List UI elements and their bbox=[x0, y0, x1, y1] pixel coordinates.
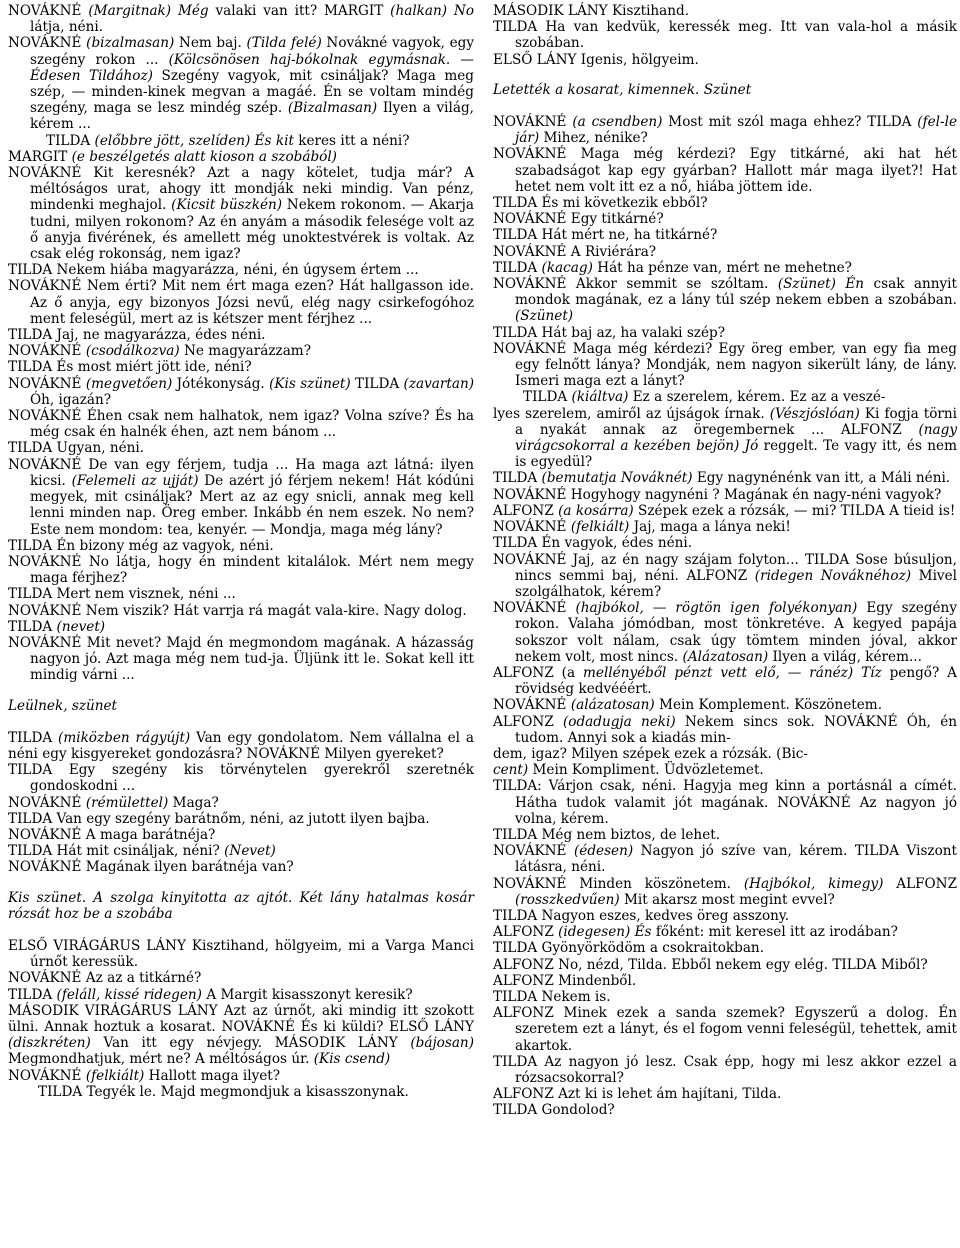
dialogue-line bbox=[8, 359, 474, 375]
dialogue-line bbox=[8, 408, 474, 440]
dialogue-line bbox=[493, 843, 957, 875]
dialogue-line bbox=[493, 762, 957, 778]
text-run: Ki fogja törni a nyakát annak az öregembernek ... ALFONZ bbox=[515, 405, 957, 438]
text-run: Ez a szerelem, kérem. Ez az a veszé- bbox=[628, 389, 886, 406]
text-run: dem, igaz? Milyen szépek ezek a rózsák. (Bic- bbox=[493, 745, 808, 762]
dialogue-line bbox=[8, 376, 474, 408]
dialogue-line bbox=[493, 52, 957, 68]
italic-text: (csodálkozva) bbox=[85, 343, 180, 360]
text-run: látja, néni. bbox=[30, 19, 104, 36]
text-run: A Margit kisasszonyt keresik? bbox=[202, 986, 413, 1003]
text-run: NOVÁKNÉ Kit keresnék? Azt a nagy kötelet, tudja már? A méltóságos urat, ahogy itt mondják neki mindig. Van pénz, mindenki meghajol. bbox=[8, 165, 474, 214]
dialogue-line bbox=[493, 1005, 957, 1054]
text-run: MARGIT bbox=[8, 148, 72, 165]
text-run: ELSŐ LÁNY Igenis, hölgyeim. bbox=[493, 51, 699, 68]
text-run: NOVÁKNÉ Éhen csak nem halhatok, nem igaz? Volna szíve? És ha még csak én halnék éhen, azt nem bánom ... bbox=[8, 408, 474, 441]
dialogue-line bbox=[493, 389, 957, 405]
text-run: TILDA bbox=[493, 470, 542, 487]
text-run: NOVÁKNÉ Maga még kérdezi? Egy titkárné, aki hat hét szabadságot kap egy gyárban? Hallott már maga ilyet?! Hat hetet nem volt itt ez a nő, hiába jöttem ide. bbox=[493, 146, 957, 195]
italic-text: (Felemeli az ujját) bbox=[71, 472, 199, 489]
text-run: Novákné vagyok, egy szegény rokon ... bbox=[30, 35, 475, 68]
italic-text: (kacag) bbox=[541, 259, 593, 276]
text-run: TILDA Hát mit csináljak, néni? bbox=[8, 843, 225, 860]
italic-text: (bájosan) bbox=[410, 1035, 474, 1052]
italic-text: (Margitnak) Még bbox=[88, 3, 209, 19]
italic-text: (a csendben) bbox=[572, 114, 663, 131]
italic-text: mellényéből pénzt vett elő, — ránéz) Tíz bbox=[583, 664, 882, 681]
dialogue-line bbox=[8, 987, 474, 1003]
text-run: keres itt a néni? bbox=[293, 132, 410, 149]
text-run: pengő? A rövidség kedvééért. bbox=[515, 664, 957, 698]
text-run: Most mit szól maga ehhez? TILDA bbox=[662, 114, 918, 131]
dialogue-line bbox=[8, 1003, 474, 1068]
text-run: TILDA És mi következik ebből? bbox=[493, 195, 708, 212]
text-run: Szegény vagyok, mit csináljak? Maga meg szép, — minden-kinek megvan a magáé. Én se voltam mindég szegény, maga se lesz mindég szép. bbox=[30, 67, 474, 117]
stage-direction bbox=[8, 890, 474, 922]
text-run: főként: mit keresel itt az irodában? bbox=[651, 924, 898, 941]
italic-text: (bizalmasan) bbox=[86, 35, 175, 52]
text-run: TILDA Van egy szegény barátnőm, néni, az jutott ilyen bajba. bbox=[8, 810, 430, 827]
dialogue-line bbox=[493, 1086, 957, 1102]
text-run: NOVÁKNÉ bbox=[8, 35, 87, 52]
text-run: NOVÁKNÉ A maga barátnéja? bbox=[8, 826, 216, 843]
dialogue-line bbox=[8, 586, 474, 602]
dialogue-line bbox=[8, 165, 474, 262]
dialogue-line bbox=[493, 244, 957, 260]
text-run: NOVÁKNÉ bbox=[493, 843, 574, 860]
italic-text: (e beszélgetés alatt kioson a szobából) bbox=[71, 148, 337, 165]
text-run: Nekem rokonom. — Akarja tudni, milyen rokonom? Az én anyám a második felesége volt az ő anyja fivérének, és amellett még unoktestvérek is voltak. Az csak elég rokonság, nem igaz? bbox=[30, 197, 474, 263]
italic-text: (feláll, kissé ridegen) bbox=[56, 986, 202, 1003]
text-run: ALFONZ Azt ki is lehet ám hajítani, Tilda. bbox=[493, 1086, 782, 1103]
dialogue-line bbox=[8, 635, 474, 684]
text-run: NOVÁKNÉ Akkor semmit se szóltam. bbox=[493, 276, 778, 293]
dialogue-line bbox=[493, 535, 957, 551]
stage-direction bbox=[493, 82, 957, 98]
italic-text: (rémülettel) bbox=[85, 794, 169, 811]
text-run: Hallott maga ilyet? bbox=[144, 1067, 281, 1084]
text-run: Jótékonyság. bbox=[172, 375, 270, 392]
text-run: TILDA bbox=[46, 132, 95, 149]
dialogue-line bbox=[8, 843, 474, 859]
italic-text: (kiáltva) bbox=[571, 389, 629, 406]
italic-text: (Kis csend) bbox=[313, 1051, 391, 1068]
italic-text: (hajbókol, — rögtön igen folyékonyan) bbox=[575, 600, 858, 617]
dialogue-line bbox=[8, 538, 474, 554]
dialogue-line bbox=[493, 714, 957, 746]
dialogue-line bbox=[8, 149, 474, 165]
italic-text: Leülnek, szünet bbox=[8, 697, 118, 714]
italic-text: (odadugja neki) bbox=[562, 713, 676, 730]
text-run: TILDA bbox=[8, 618, 57, 635]
dialogue-line bbox=[493, 341, 957, 390]
text-run: NOVÁKNÉ Hogyhogy nagynéni ? Magának én nagy-néni vagyok? bbox=[493, 486, 942, 503]
text-run: ALFONZ Minek ezek a sanda szemek? Egyszerű a dolog. Én szeretem ezt a lányt, és el fogom venni feleségül, tehettek, amit akartok. bbox=[493, 1005, 957, 1054]
text-run: Nagyon jó szíve van, kérem. TILDA Viszont látásra, néni. bbox=[515, 843, 957, 876]
italic-text: (előbbre jött, szelíden) És kit bbox=[94, 132, 294, 149]
dialogue-line bbox=[8, 133, 474, 149]
dialogue-line bbox=[493, 325, 957, 341]
dialogue-line bbox=[493, 195, 957, 211]
dialogue-line bbox=[493, 973, 957, 989]
text-run: TILDA Ugyan, néni. bbox=[8, 440, 145, 457]
text-run: TILDA Nagyon eszes, kedves öreg asszony. bbox=[493, 907, 790, 924]
text-run: MÁSODIK VIRÁGÁRUS LÁNY Azt az úrnőt, aki mindig itt szokott ülni. Annak hoztuk a kosarat. NOVÁKNÉ És ki küldi? ELSŐ LÁNY bbox=[8, 1002, 474, 1035]
italic-text: (diszkréten) bbox=[8, 1035, 91, 1052]
dialogue-line bbox=[8, 278, 474, 327]
dialogue-line bbox=[493, 3, 957, 19]
dialogue-line bbox=[493, 746, 957, 762]
text-run: Mit akarsz most megint evvel? bbox=[619, 891, 835, 908]
dialogue-line bbox=[8, 262, 474, 278]
italic-text: (Tilda felé) bbox=[246, 35, 322, 52]
text-run: ALFONZ bbox=[883, 875, 958, 892]
italic-text: (felkiált) bbox=[85, 1067, 145, 1084]
italic-text: (nagy virágcsokorral a kezében bejön) Jó bbox=[515, 421, 957, 455]
text-run: NOVÁKNÉ A Riviérára? bbox=[493, 243, 657, 260]
text-run: ALFONZ (a bbox=[493, 664, 584, 681]
text-run: Nekem sincs sok. NOVÁKNÉ Óh, én tudom. Annyi sok a kiadás min- bbox=[515, 713, 957, 746]
dialogue-line bbox=[493, 519, 957, 535]
text-run: TILDA Gyönyörködöm a csokraitokban. bbox=[493, 940, 765, 957]
dialogue-line bbox=[493, 470, 957, 486]
text-run: ALFONZ Mindenből. bbox=[493, 972, 637, 989]
dialogue-line bbox=[493, 276, 957, 325]
text-run: MÁSODIK LÁNY Kisztihand. bbox=[493, 3, 690, 19]
text-run: ELSŐ VIRÁGÁRUS LÁNY Kisztihand, hölgyeim, mi a Varga Manci úrnőt keressük. bbox=[8, 937, 474, 971]
text-run: TILDA Egy szegény kis törvénytelen gyerekről szeretnék gondoskodni ... bbox=[8, 762, 474, 795]
italic-text: (Alázatosan) bbox=[682, 648, 769, 665]
text-run: TILDA Tegyék le. Majd megmondjuk a kisasszonynak. bbox=[38, 1083, 409, 1100]
text-run: Óh, igazán? bbox=[30, 391, 112, 408]
text-run: Megmondhatjuk, mért ne? A méltóságos úr. bbox=[8, 1051, 314, 1068]
text-run: NOVÁKNÉ De van egy férjem, tudja ... Ha maga azt látná: ilyen kicsi. bbox=[8, 456, 474, 489]
italic-text: cent) bbox=[493, 762, 529, 779]
text-run: Hát ha pénze van, mért ne mehetne? bbox=[592, 259, 852, 276]
text-run: csak annyit mondok magának, ez a lány túl szép nekem ebben a szobában. bbox=[515, 276, 957, 309]
text-run: Egy szegény rokon. Valaha jómódban, most tönkretéve. A kegyed papája sokszor volt nálam, csak úgy tömtem minden jóval, akkor nekem volt, most nincs. bbox=[515, 600, 957, 665]
dialogue-line bbox=[493, 487, 957, 503]
text-run: NOVÁKNÉ Egy titkárné? bbox=[493, 211, 664, 228]
italic-text: (Hajbókol, kimegy) bbox=[743, 875, 884, 892]
dialogue-line bbox=[8, 938, 474, 970]
text-run: TILDA Gondolod? bbox=[493, 1102, 615, 1119]
dialogue-line bbox=[493, 227, 957, 243]
dialogue-line bbox=[8, 343, 474, 359]
dialogue-line bbox=[493, 146, 957, 195]
text-run: ALFONZ No, nézd, Tilda. Ebből nekem egy elég. TILDA Miből? bbox=[493, 956, 928, 973]
dialogue-line bbox=[493, 600, 957, 665]
text-run: ALFONZ bbox=[493, 924, 559, 941]
text-run: lyes szerelem, amiről az újságok írnak. bbox=[493, 405, 770, 422]
dialogue-line bbox=[493, 260, 957, 276]
text-run: NOVÁKNÉ Nem érti? Mit nem ért maga ezen? Hát hallgasson ide. Az ő anyja, egy bizonyos Józsi nevű, elég nagy csirkefogóhoz ment feleségül, mert az is kétszer ment férjhez ... bbox=[8, 278, 474, 327]
text-run: TILDA Még nem biztos, de lehet. bbox=[493, 826, 721, 843]
dialogue-line bbox=[8, 35, 474, 132]
text-run: NOVÁKNÉ bbox=[8, 375, 86, 392]
text-run: TILDA Ha van kedvük, keressék meg. Itt van vala-hol a másik szobában. bbox=[493, 19, 957, 52]
italic-text: Letették a kosarat, kimennek. Szünet bbox=[493, 81, 752, 98]
text-run: reggelt. Te vagy itt, és nem is egyedül? bbox=[515, 438, 957, 471]
dialogue-line bbox=[493, 114, 957, 146]
dialogue-line bbox=[493, 406, 957, 471]
text-run: Szépek ezek a rózsák, — mi? TILDA A tieid is! bbox=[633, 502, 956, 519]
text-run: TILDA bbox=[8, 986, 57, 1003]
italic-text: (fel-le jár) bbox=[515, 114, 957, 147]
italic-text: (Kis szünet) bbox=[269, 375, 351, 392]
dialogue-line bbox=[8, 554, 474, 586]
dialogue-line bbox=[8, 811, 474, 827]
italic-text: (Szünet) Én bbox=[777, 276, 865, 293]
text-run: TILDA bbox=[350, 375, 404, 392]
italic-text: Édesen Tildához) bbox=[30, 67, 153, 84]
dialogue-line bbox=[8, 440, 474, 456]
text-run: NOVÁKNÉ Az az a titkárné? bbox=[8, 970, 202, 987]
text-run: Mihez, nénike? bbox=[539, 130, 648, 147]
dialogue-line bbox=[8, 795, 474, 811]
text-run: NOVÁKNÉ Jaj, az én nagy szájam folyton... TILDA Sose búsuljon, nincs semmi baj, néni. ALFONZ bbox=[493, 551, 957, 584]
italic-text: (alázatosan) bbox=[570, 697, 655, 714]
italic-text: (Kölcsönösen haj-bókolnak egymásnak. bbox=[168, 51, 451, 68]
dialogue-line bbox=[493, 876, 957, 908]
text-run: ALFONZ bbox=[493, 502, 559, 519]
text-run: NOVÁKNÉ bbox=[493, 697, 571, 714]
text-run: TILDA Én vagyok, édes néni. bbox=[493, 535, 693, 552]
text-run: NOVÁKNÉ bbox=[8, 1067, 86, 1084]
text-run: Egy nagynénénk van itt, a Máli néni. bbox=[692, 470, 951, 487]
text-run: Van egy gondolatom. Nem vállalna el a néni egy kisgyereket gondozásra? NOVÁKNÉ Milyen gyereket? bbox=[8, 729, 474, 762]
dialogue-line bbox=[493, 989, 957, 1005]
text-run: Van itt egy névjegy. MÁSODIK LÁNY bbox=[90, 1035, 411, 1052]
dialogue-line bbox=[8, 730, 474, 762]
text-run: Mein Komplement. Köszönetem. bbox=[654, 697, 883, 714]
text-run: TILDA Én bizony még az vagyok, néni. bbox=[8, 537, 274, 554]
dialogue-line bbox=[493, 552, 957, 601]
dialogue-line bbox=[8, 619, 474, 635]
text-run: NOVÁKNÉ bbox=[493, 114, 573, 131]
text-run: NOVÁKNÉ Mit nevet? Majd én megmondom magának. A házasság nagyon jó. Azt maga még nem tud-ja. Üljünk itt le. Sokat kell itt mindig várni ... bbox=[8, 634, 474, 684]
text-run: Ilyen a világ, kérem... bbox=[768, 648, 922, 665]
text-run: TILDA: Várjon csak, néni. Hagyja meg kinn a portásnál a címét. Hátha tudok valamit jót magának. NOVÁKNÉ Az nagyon jó volna, kérem. bbox=[493, 778, 957, 827]
italic-text: (Bizalmasan) bbox=[287, 100, 378, 117]
text-run: Mein Kompliment. Üdvözletemet. bbox=[528, 762, 764, 779]
dialogue-line bbox=[8, 3, 474, 35]
right-column bbox=[493, 3, 957, 1119]
text-run: valaki van itt? MARGIT bbox=[208, 3, 391, 19]
dialogue-line bbox=[8, 1068, 474, 1084]
dialogue-line bbox=[8, 1084, 474, 1100]
italic-text: (megvetően) bbox=[85, 375, 173, 392]
italic-text: (Vészjóslóan) bbox=[769, 405, 860, 422]
text-run: TILDA És most miért jött ide, néni? bbox=[8, 359, 252, 376]
dialogue-line bbox=[8, 327, 474, 343]
dialogue-line bbox=[493, 697, 957, 713]
stage-direction bbox=[8, 698, 474, 714]
text-run: NOVÁKNÉ Maga még kérdezi? Egy öreg ember, van egy fia meg egy felnőtt lánya? Mondják, nem nagyon sikerült lány, de lány. Ismeri maga ezt a lányt? bbox=[493, 340, 957, 390]
text-run: TILDA bbox=[493, 259, 542, 276]
text-run: NOVÁKNÉ Minden köszönetem. bbox=[493, 875, 744, 892]
text-run: Ne magyarázzam? bbox=[179, 343, 311, 360]
dialogue-line bbox=[493, 19, 957, 51]
italic-text: (ridegen Nováknéhoz) bbox=[754, 567, 912, 584]
text-run: TILDA Az nagyon jó lesz. Csak épp, hogy mi lesz akkor ezzel a rózsacsokorral? bbox=[493, 1053, 957, 1086]
left-column bbox=[8, 3, 474, 1100]
dialogue-line bbox=[8, 827, 474, 843]
text-run: NOVÁKNÉ bbox=[8, 794, 86, 811]
dialogue-line bbox=[493, 957, 957, 973]
dialogue-line bbox=[8, 859, 474, 875]
italic-text: (Nevet) bbox=[224, 843, 276, 860]
italic-text: (édesen) bbox=[573, 843, 634, 860]
dialogue-line bbox=[493, 665, 957, 697]
dialogue-line bbox=[493, 908, 957, 924]
italic-text: Kis szünet. A szolga kinyitotta az ajtót. Két lány hatalmas kosár rózsát hoz be a szobába bbox=[8, 889, 474, 922]
text-run: TILDA Hát mért ne, ha titkárné? bbox=[493, 227, 718, 244]
dialogue-line bbox=[493, 827, 957, 843]
text-run: TILDA Mert nem visznek, néni ... bbox=[8, 586, 236, 603]
dialogue-line bbox=[493, 924, 957, 940]
italic-text: (bemutatja Nováknét) bbox=[541, 470, 693, 487]
italic-text: (idegesen) És bbox=[558, 924, 652, 941]
text-run: NOVÁKNÉ Magának ilyen barátnéja van? bbox=[8, 859, 294, 876]
dialogue-line bbox=[8, 762, 474, 794]
italic-text: (Kicsit büszkén) bbox=[171, 197, 283, 214]
text-run: NOVÁKNÉ bbox=[493, 519, 571, 536]
text-run: TILDA bbox=[523, 389, 572, 406]
text-run: Nem baj. bbox=[174, 35, 247, 52]
text-run: TILDA bbox=[8, 729, 59, 746]
dialogue-line bbox=[493, 1102, 957, 1118]
italic-text: (zavartan) bbox=[403, 375, 475, 392]
dialogue-line bbox=[493, 778, 957, 827]
dialogue-line bbox=[8, 457, 474, 538]
italic-text: (rosszkedvűen) bbox=[515, 891, 620, 908]
dialogue-line bbox=[493, 1054, 957, 1086]
text-run: Maga? bbox=[168, 794, 219, 811]
dialogue-line bbox=[493, 940, 957, 956]
text-run: De azért jó férjem nekem! Hát kódúni megyek, mit csináljak? Mert az az egy snicli, annak meg kell lenni minden nap. Öreg ember. Inkább én nem eszek. No nem? Este nem mondom: tea, kenyér. — Mondja, maga még lány? bbox=[30, 472, 474, 538]
text-run: TILDA Hát baj az, ha valaki szép? bbox=[493, 324, 725, 341]
italic-text: (miközben rágyújt) bbox=[58, 729, 191, 746]
dialogue-line bbox=[493, 503, 957, 519]
text-run: Jaj, maga a lánya neki! bbox=[629, 519, 791, 536]
dialogue-line bbox=[493, 211, 957, 227]
text-run: NOVÁKNÉ No látja, hogy én mindent kitalálok. Mért nem megy maga férjhez? bbox=[8, 553, 474, 587]
italic-text: (felkiált) bbox=[570, 519, 630, 536]
text-run: ALFONZ bbox=[493, 713, 563, 730]
text-run: Ilyen a világ, kérem ... bbox=[30, 100, 474, 133]
text-run: NOVÁKNÉ Nem viszik? Hát varrja rá magát vala-kire. Nagy dolog. bbox=[8, 602, 467, 619]
text-run: — bbox=[450, 51, 475, 68]
italic-text: (nevet) bbox=[56, 618, 106, 635]
text-run: TILDA Jaj, ne magyarázza, édes néni. bbox=[8, 327, 266, 344]
italic-text: (a kosárra) bbox=[558, 502, 634, 519]
dialogue-line bbox=[8, 603, 474, 619]
text-run: TILDA Nekem is. bbox=[493, 988, 611, 1005]
italic-text: (Szünet) bbox=[515, 308, 574, 325]
dialogue-line bbox=[8, 970, 474, 986]
text-run: Mivel szolgálhatok, kérem? bbox=[515, 567, 957, 600]
italic-text: (halkan) No bbox=[390, 3, 475, 19]
text-run: NOVÁKNÉ bbox=[493, 600, 576, 617]
text-run: NOVÁKNÉ bbox=[8, 343, 86, 360]
text-run: NOVÁKNÉ bbox=[8, 3, 89, 19]
text-run: TILDA Nekem hiába magyarázza, néni, én úgysem értem ... bbox=[8, 262, 419, 279]
